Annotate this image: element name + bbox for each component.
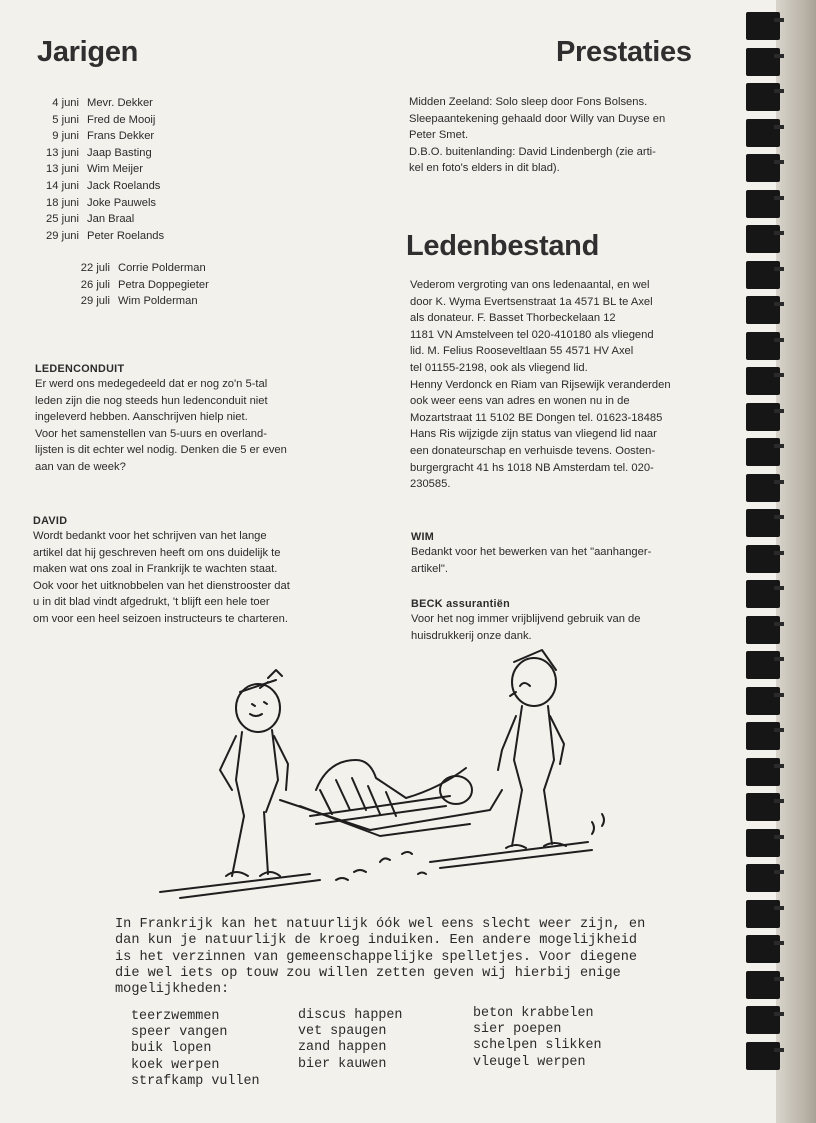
text-line: tel 01155-2198, ook als vliegend lid. [410, 361, 588, 374]
text-line: maken wat ons zoal in Frankrijk te wachten staat. [33, 563, 278, 576]
list-item: teerzwemmen [131, 1009, 220, 1024]
list-item: koek werpen [131, 1057, 220, 1073]
text-line: artikel dat hij geschreven heeft om ons duidelijk te [33, 546, 281, 559]
binding-clip [746, 474, 780, 502]
games-column-3 [473, 1006, 602, 1071]
list-item: schelpen slikken [473, 1038, 602, 1054]
text-line: D.B.O. buitenlanding: David Lindenbergh (zie arti- [409, 145, 656, 158]
list-item: zand happen [298, 1040, 387, 1056]
binding-clip [746, 296, 780, 324]
section-ledenconduit [35, 362, 355, 476]
list-item: beton krabbelen [473, 1006, 594, 1021]
birthday-row: 29 juli Wim Polderman [80, 295, 198, 308]
binding-clip [746, 687, 780, 715]
text-line: door K. Wyma Evertsenstraat 1a 4571 BL te Axel [410, 295, 653, 308]
binding-clip [746, 190, 780, 218]
section-label: DAVID [33, 515, 68, 527]
section-ledenbestand [410, 277, 740, 493]
text-line: In Frankrijk kan het natuurlijk óók wel eens slecht weer zijn, en [115, 917, 646, 932]
text-line: ook weer eens van adres en wonen nu in de [410, 395, 630, 408]
text-line: Bedankt voor het bewerken van het "aanhanger- [411, 546, 652, 558]
binding-clip [746, 651, 780, 679]
section-prestaties [409, 94, 729, 177]
text-line: Sleepaantekening gehaald door Willy van Duyse en [409, 112, 666, 125]
text-line: 1181 VN Amstelveen tel 020-410180 als vliegend [410, 328, 654, 341]
section-david [33, 514, 353, 628]
birthday-row: 13 juni Wim Meijer [46, 163, 143, 176]
skier-left-figure [160, 670, 320, 898]
section-label: WIM [411, 531, 435, 543]
binding-clip [746, 332, 780, 360]
games-column-1 [131, 1009, 260, 1090]
text-line: u in dit blad vindt afgedrukt, 't blijft een hele toer [33, 596, 270, 609]
title-jarigen: Jarigen [37, 36, 139, 68]
text-line: ingeleverd hebben. Aanschrijven hielp niet. [35, 411, 248, 424]
title-ledenbestand: Ledenbestand [406, 230, 599, 262]
birthday-row: 4 juni Mevr. Dekker [52, 97, 153, 109]
binding-clip [746, 12, 780, 40]
binding-clip [746, 225, 780, 253]
text-line: om voor een heel seizoen instructeurs te charteren. [33, 612, 288, 625]
text-line: Er werd ons medegedeeld dat er nog zo'n 5-tal [35, 378, 268, 390]
birthday-row: 5 juni Fred de Mooij [52, 113, 156, 126]
section-label: LEDENCONDUIT [35, 363, 125, 375]
cartoon-illustration [140, 640, 620, 915]
binding-clip [746, 864, 780, 892]
list-item: buik lopen [131, 1041, 212, 1057]
binding-clip [746, 971, 780, 999]
skier-right-figure [430, 650, 592, 868]
text-line: Voor het nog immer vrijblijvend gebruik van de [411, 613, 641, 625]
binding-clip [746, 935, 780, 963]
section-beck [411, 597, 731, 644]
list-item: speer vangen [131, 1025, 228, 1041]
text-line: lijsten is dit echter wel nodig. Denken die 5 er even [35, 444, 287, 457]
list-item: bier kauwen [298, 1056, 387, 1072]
text-line: kel en foto's elders in dit blad). [409, 162, 560, 175]
text-line: een donateurschap en verhuisde tevens. Oosten- [410, 444, 656, 457]
binding-clip [746, 367, 780, 395]
text-line: Henny Verdonck en Riam van Rijsewijk veranderden [410, 378, 671, 391]
section-wim [411, 530, 731, 577]
binding-clip [746, 403, 780, 431]
binding-clip [746, 261, 780, 289]
birthdays-july [66, 260, 209, 310]
text-line: aan van de week? [35, 460, 126, 473]
birthday-row: 26 juli Petra Doppegieter [80, 278, 209, 291]
binding-clip [746, 722, 780, 750]
text-line: Hans Ris wijzigde zijn status van vliegend lid naar [410, 428, 657, 441]
binding-clip [746, 438, 780, 466]
binding-clip [746, 616, 780, 644]
text-line: Wordt bedankt voor het schrijven van het lange [33, 530, 267, 542]
birthday-row: 9 juni Frans Dekker [52, 130, 155, 143]
binding-clip [746, 1042, 780, 1070]
text-line: als donateur. F. Basset Thorbeckelaan 12 [410, 312, 616, 325]
birthday-row: 25 juni Jan Braal [46, 213, 135, 226]
list-item: sier poepen [473, 1022, 562, 1038]
section-label: BECK assurantiën [411, 598, 510, 610]
text-line: lid. M. Felius Rooseveltlaan 55 4571 HV Axel [410, 345, 634, 358]
binding-clip [746, 793, 780, 821]
bottom-intro [115, 917, 675, 998]
text-line: Ook voor het uitknobbelen van het dienstrooster dat [33, 579, 290, 592]
spiral-binding [744, 0, 816, 1123]
birthday-row: 14 juni Jack Roelands [46, 179, 161, 192]
list-item: vet spaugen [298, 1024, 387, 1040]
binding-clip [746, 580, 780, 608]
text-line: Peter Smet. [409, 129, 469, 142]
text-line: mogelijkheden: [115, 982, 230, 998]
birthday-row: 29 juni Peter Roelands [46, 229, 165, 242]
birthdays-june [35, 95, 164, 244]
games-column-2 [298, 1008, 402, 1073]
binding-clip [746, 154, 780, 182]
binding-clip [746, 829, 780, 857]
binding-clip [746, 1006, 780, 1034]
binding-clip [746, 83, 780, 111]
text-line: Vederom vergroting van ons ledenaantal, en wel [410, 279, 650, 291]
text-line: huisdrukkerij onze dank. [411, 629, 532, 642]
list-item: strafkamp vullen [131, 1073, 260, 1089]
text-line: artikel". [411, 562, 448, 575]
text-line: die wel iets op touw zou willen zetten geven wij hierbij enige [115, 965, 621, 981]
text-line: is het verzinnen van gemeenschappelijke spelletjes. Voor diegene [115, 949, 638, 965]
stretcher-figure [280, 760, 502, 836]
binding-clip [746, 48, 780, 76]
birthday-row: 18 juni Joke Pauwels [46, 196, 157, 209]
text-line: 230585. [410, 478, 451, 491]
text-line: Mozartstraat 11 5102 BE Dongen tel. 01623-18485 [410, 411, 663, 424]
binding-clip [746, 119, 780, 147]
text-line: Voor het samenstellen van 5-uurs en overland- [35, 427, 267, 440]
birthday-row: 13 juni Jaap Basting [46, 146, 152, 159]
list-item: discus happen [298, 1008, 403, 1023]
binding-clip [746, 509, 780, 537]
text-line: burgergracht 41 hs 1018 NB Amsterdam tel. 020- [410, 461, 654, 474]
text-line: dan kun je natuurlijk de kroeg induiken. Een andere mogelijkheid [115, 933, 638, 949]
text-line: Midden Zeeland: Solo sleep door Fons Bolsens. [409, 96, 648, 108]
text-line: leden zijn die nog steeds hun ledenconduit niet [35, 394, 268, 407]
binding-clip [746, 758, 780, 786]
binding-clip [746, 900, 780, 928]
birthday-row: 22 juli Corrie Polderman [80, 262, 206, 274]
list-item: vleugel werpen [473, 1054, 586, 1070]
binding-clip [746, 545, 780, 573]
title-prestaties: Prestaties [556, 36, 692, 68]
